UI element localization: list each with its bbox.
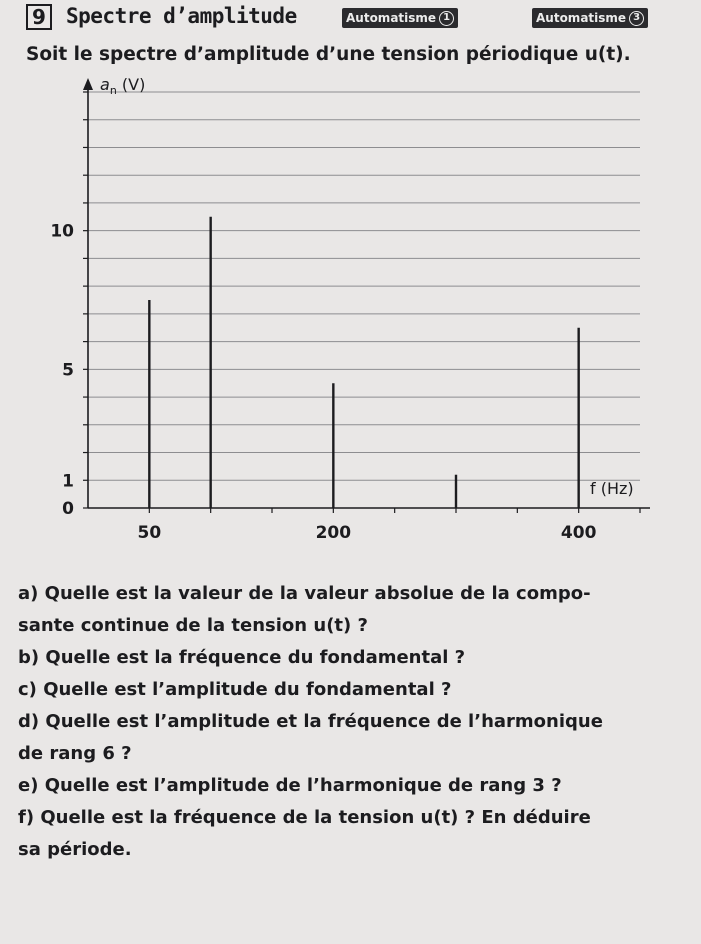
x-tick-label: 50	[137, 523, 162, 543]
exercise-header	[26, 4, 696, 30]
question-a-continued: sante continue de la tension u(t) ?	[18, 615, 368, 636]
question-d-continued: de rang 6 ?	[18, 743, 132, 764]
question-b: b) Quelle est la fréquence du fondamental ?	[18, 647, 466, 668]
question-e: e) Quelle est l’amplitude de l’harmonique de rang 3 ?	[18, 775, 562, 796]
exercise-title: Spectre d’amplitude	[66, 4, 297, 28]
question-c: c) Quelle est l’amplitude du fondamental ?	[18, 679, 452, 700]
y-tick-label: 1	[62, 471, 74, 492]
exercise-intro: Soit le spectre d’amplitude d’une tension périodique u(t).	[26, 44, 631, 65]
question-f: f) Quelle est la fréquence de la tension u(t) ? En déduire	[18, 807, 591, 828]
x-axis-title: f (Hz)	[590, 479, 634, 498]
exercise-number: 9	[26, 4, 52, 30]
tag-badge: 1	[439, 11, 454, 26]
tag-badge: 3	[629, 11, 644, 26]
x-tick-label: 400	[560, 523, 597, 543]
y-tick-label: 5	[62, 360, 74, 381]
tag-label: Automatisme	[346, 11, 437, 25]
y-tick-label: 10	[50, 221, 74, 242]
y-axis-arrow	[83, 78, 93, 90]
y-axis-title: $a_n$ (V)	[100, 75, 146, 97]
question-d: d) Quelle est l’amplitude et la fréquence de l’harmonique	[18, 711, 603, 732]
question-a: a) Quelle est la valeur de la valeur absolue de la compo-	[18, 583, 591, 604]
amplitude-spectrum-chart	[40, 72, 680, 592]
tag-label: Automatisme	[536, 11, 627, 25]
chart-svg	[40, 72, 680, 592]
x-tick-label: 200	[315, 523, 352, 543]
automatisme-tag-3	[532, 8, 648, 28]
automatisme-tag-1	[342, 8, 458, 28]
y-tick-label: 0	[62, 499, 74, 519]
questions-list	[18, 578, 690, 866]
question-f-continued: sa période.	[18, 839, 132, 860]
